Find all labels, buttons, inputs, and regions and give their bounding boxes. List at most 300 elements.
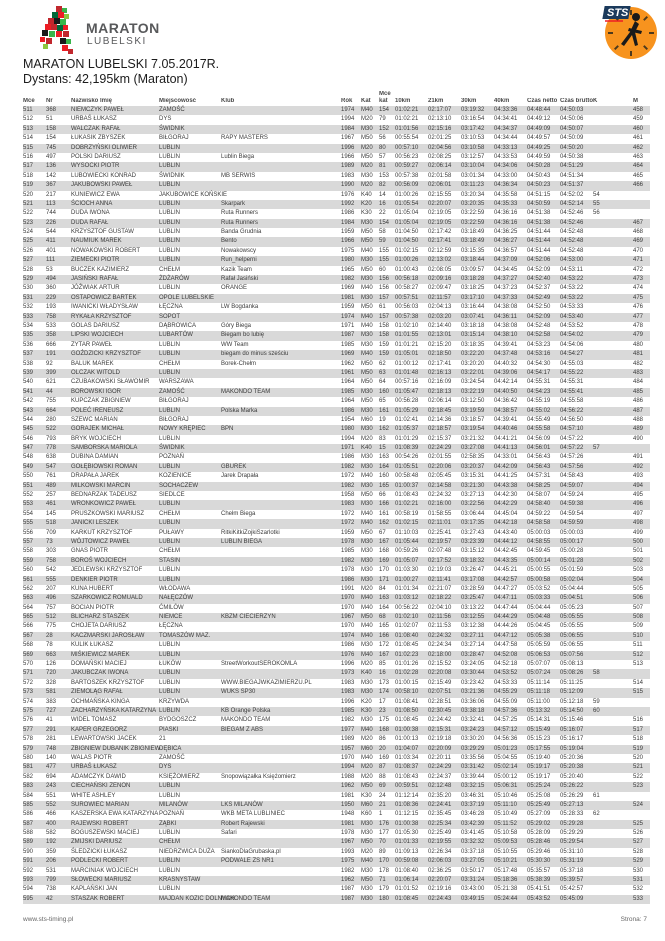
cell-czas-brutto: 04:57:10 [560, 426, 584, 433]
cell-nr: 154 [46, 135, 57, 142]
cell-city: JAKUBOWICE KOŃSKIE [159, 191, 228, 198]
cell-mce: 582 [23, 773, 34, 780]
cell-kat: M30 [361, 557, 373, 564]
cell-mce-kat: 163 [379, 454, 390, 461]
cell-10km: 00:57:38 [395, 172, 419, 179]
cell-30km: 03:06:44 [461, 510, 485, 517]
cell-40km: 04:36:27 [494, 238, 518, 245]
cell-czas-netto: 04:50:23 [527, 182, 551, 189]
cell-name: WALCZAK RAFAŁ [71, 125, 121, 132]
cell-21km: 02:12:48 [428, 783, 452, 790]
cell-30km: 03:12:38 [461, 623, 485, 630]
cell-city: BIŁGORAJ [159, 416, 189, 423]
cell-nr: 761 [46, 473, 57, 480]
cell-mce: 591 [23, 858, 34, 865]
cell-10km: 01:02:21 [395, 116, 419, 123]
cell-mce-kat: 155 [379, 257, 390, 264]
cell-mce-kat: 70 [379, 839, 386, 846]
cell-40km: 04:55:29 [494, 689, 518, 696]
cell-name: GNAS PIOTR [71, 548, 109, 555]
cell-nr: 477 [46, 764, 57, 771]
column-header-10km: 10km [395, 97, 411, 104]
cell-40km: 04:41:25 [494, 473, 518, 480]
cell-nr: 73 [46, 538, 53, 545]
table-row [23, 191, 650, 200]
cell-m: 517 [633, 726, 644, 733]
cell-club: Lublin Biega [221, 153, 255, 160]
cell-nr: 544 [46, 229, 57, 236]
cell-kat: M30 [361, 125, 373, 132]
cell-10km: 01:08:40 [395, 632, 419, 639]
cell-city: LUBLIN [159, 351, 181, 358]
cell-10km: 01:08:50 [395, 708, 419, 714]
cell-mce-kat: 80 [379, 144, 386, 151]
cell-rok: 1985 [341, 341, 355, 348]
cell-mce-kat: 165 [379, 623, 390, 630]
cell-kat: M30 [361, 886, 373, 893]
cell-club: Biegam bo lubię [221, 332, 265, 339]
cell-30km: 03:27:43 [461, 529, 485, 536]
cell-name: OLCZAK WITOLD [71, 369, 120, 376]
cell-m: 506 [633, 595, 644, 602]
cell-czas-netto: 05:00:58 [527, 576, 551, 583]
cell-mce: 517 [23, 163, 34, 170]
cell-city: CHEŁM [159, 510, 181, 517]
cell-nr: 44 [46, 388, 53, 395]
cell-21km: 02:24:32 [428, 632, 452, 639]
cell-czas-netto: 04:52:49 [527, 294, 551, 301]
cell-21km: 02:15:37 [428, 435, 452, 442]
cell-kat: M60 [361, 416, 373, 423]
cell-m: 511 [633, 642, 643, 649]
cell-czas-brutto: 05:15:46 [560, 717, 584, 724]
cell-30km: 03:18:35 [461, 341, 485, 348]
cell-kat: M50 [361, 839, 373, 846]
cell-30km: 03:22:56 [461, 501, 485, 508]
cell-name: DENKIER PIOTR [71, 576, 118, 583]
cell-czas-netto: 05:15:49 [527, 726, 551, 733]
cell-czas-netto: 05:04:48 [527, 614, 551, 621]
cell-10km: 00:57:16 [395, 379, 419, 386]
cell-m: 495 [633, 492, 644, 499]
cell-czas-brutto: 05:19:04 [560, 745, 584, 752]
table-row [23, 313, 650, 322]
cell-10km: 00:58:19 [395, 510, 419, 517]
cell-30km: 03:12:57 [461, 153, 485, 160]
cell-czas-netto: 05:27:09 [527, 811, 551, 818]
cell-21km: 02:15:16 [428, 125, 452, 132]
cell-czas-brutto: 05:37:18 [560, 867, 584, 874]
table-row [23, 256, 650, 265]
cell-10km: 01:02:23 [395, 651, 419, 658]
cell-city: KOZIENICE [159, 473, 192, 480]
cell-rok: 1982 [341, 717, 355, 724]
cell-rok: 1985 [341, 388, 355, 395]
cell-czas-netto: 05:00:03 [527, 529, 551, 536]
table-row [23, 594, 650, 603]
cell-name: NIEMCZYK PAWEŁ [71, 107, 125, 113]
cell-rok: 1964 [341, 398, 355, 405]
cell-21km: 02:11:41 [428, 576, 451, 583]
cell-czas-netto: 05:41:51 [527, 886, 551, 893]
table-row [23, 773, 650, 782]
cell-city: ĆMILÓW [159, 604, 184, 611]
cell-nr: 303 [46, 548, 57, 555]
cell-czas-brutto: 05:29:28 [560, 820, 584, 827]
cell-21km: 02:11:56 [428, 614, 451, 621]
cell-30km: 03:20:20 [461, 360, 485, 367]
cell-czas-brutto: 04:55:03 [560, 360, 584, 367]
cell-city: DYS [159, 764, 172, 771]
cell-name: KULIK ŁUKASZ [71, 642, 114, 649]
cell-rok: 1948 [341, 811, 355, 818]
cell-city: ZAMOŚĆ [159, 107, 185, 113]
cell-city: LUBLIN [159, 783, 181, 790]
cell-mce: 553 [23, 501, 34, 508]
cell-nr: 518 [46, 520, 57, 527]
cell-czas-netto: 04:57:31 [527, 473, 551, 480]
cell-30km: 03:12:50 [461, 398, 485, 405]
cell-10km: 01:00:38 [395, 820, 419, 827]
cell-nr: 738 [46, 886, 57, 893]
cell-kat: M30 [361, 717, 373, 724]
cell-40km: 04:33:00 [494, 172, 518, 179]
cell-21km: 02:17:42 [428, 229, 452, 236]
cell-czas-netto: 04:53:16 [527, 351, 551, 358]
cell-mce: 539 [23, 369, 34, 376]
cell-name: BARTOSZEK KRZYSZTOF [71, 679, 145, 686]
cell-name: BEDNARZAK TADEUSZ [71, 492, 137, 499]
cell-czas-brutto: 04:57:22 [560, 445, 584, 452]
cell-name: KAPER GRZEGORZ [71, 726, 128, 733]
cell-czas-brutto: 05:00:03 [560, 529, 584, 536]
cell-21km: 02:20:09 [428, 745, 452, 752]
cell-21km: 02:07:51 [428, 689, 452, 696]
cell-czas-brutto: 04:53:22 [560, 276, 584, 283]
cell-czas-netto: 05:14:31 [527, 717, 551, 724]
cell-kat: M30 [361, 407, 373, 414]
table-row [23, 266, 650, 275]
cell-czas-brutto: 05:31:19 [560, 858, 584, 865]
cell-10km: 01:00:12 [395, 360, 419, 367]
cell-nr: 217 [46, 191, 57, 198]
cell-nr: 581 [46, 689, 57, 696]
cell-m: 469 [633, 238, 644, 245]
cell-mce: 516 [23, 153, 34, 160]
cell-kat: M50 [361, 266, 373, 273]
cell-30km: 02:58:35 [461, 454, 485, 461]
cell-10km: 01:04:50 [395, 238, 419, 245]
cell-m: 466 [633, 182, 644, 189]
cell-nr: 192 [46, 839, 57, 846]
cell-40km: 04:47:12 [494, 632, 518, 639]
cell-city: CHEŁM [159, 266, 181, 273]
page-subtitle-distance: Dystans: 42,195km (Maraton) [23, 72, 188, 86]
cell-rok: 1967 [341, 614, 355, 621]
cell-city: LUBLIN [159, 435, 181, 442]
cell-city: LUBLIN [159, 463, 181, 470]
table-row [23, 651, 650, 660]
cell-m: 487 [633, 407, 644, 414]
table-row [23, 303, 650, 312]
cell-czas-netto: 04:58:55 [527, 538, 551, 545]
cell-40km: 04:56:36 [494, 736, 518, 743]
cell-rok: 1984 [341, 125, 355, 132]
cell-city: LUBLIN [159, 679, 181, 686]
cell-czas-brutto: 05:02:04 [560, 576, 584, 583]
cell-city: ŚWIDNIK [159, 445, 185, 452]
cell-m: 463 [633, 153, 644, 160]
cell-name: KARKUT KRZYSZTOF [71, 529, 133, 536]
cell-30km: 03:16:54 [461, 116, 485, 123]
cell-10km: 01:05:01 [395, 351, 419, 358]
column-header-k: K [593, 97, 598, 104]
cell-city: BIŁGORAJ [159, 398, 189, 405]
cell-kat: K30 [361, 210, 372, 217]
cell-name: URBAŚ ŁUKASZ [71, 116, 117, 123]
cell-nr: 494 [46, 276, 57, 283]
cell-nr: 522 [46, 426, 57, 433]
table-row [23, 115, 650, 124]
cell-10km: 01:00:26 [395, 191, 419, 198]
cell-40km: 04:35:33 [494, 200, 518, 207]
cell-m: 488 [633, 416, 644, 423]
cell-name: BOCIAN PIOTR [71, 604, 115, 611]
cell-mce-kat: 64 [379, 379, 386, 386]
cell-21km: 02:08:05 [428, 266, 452, 273]
cell-name: MARCINIAK WOJCIECH [71, 867, 139, 874]
cell-m: 496 [633, 501, 644, 508]
table-row [23, 876, 650, 885]
cell-kat: M20 [361, 585, 373, 592]
cell-21km: 02:30:45 [428, 708, 452, 714]
cell-30km: 03:30:20 [461, 736, 485, 743]
cell-kat: M50 [361, 153, 373, 160]
cell-nr: 207 [46, 585, 57, 592]
column-header-21km: 21km [428, 97, 444, 104]
cell-rok: 1996 [341, 661, 355, 668]
cell-rok: 1982 [341, 557, 355, 564]
cell-club: Nowakowscy [221, 247, 257, 254]
cell-city: ŁĘCZNA [159, 304, 183, 311]
cell-mce: 545 [23, 426, 34, 433]
cell-nr: 28 [46, 632, 53, 639]
cell-rok: 1994 [341, 435, 355, 442]
cell-kat: M20 [361, 435, 373, 442]
cell-club: Ruta Runners [221, 219, 259, 226]
cell-czas-netto: 04:51:44 [527, 247, 551, 254]
cell-40km: 04:43:38 [494, 482, 518, 489]
cell-czas-netto: 04:52:40 [527, 276, 551, 283]
cell-kat: K30 [361, 708, 372, 714]
cell-40km: 04:43:35 [494, 557, 518, 564]
cell-21km: 02:12:59 [428, 247, 452, 254]
cell-40km: 04:47:11 [494, 595, 517, 602]
cell-21km: 02:06:03 [428, 858, 452, 865]
cell-czas-netto: 05:19:40 [527, 754, 551, 761]
table-row [23, 482, 650, 491]
cell-nr: 758 [46, 313, 57, 320]
race-logo-pixel-runner-icon [38, 6, 82, 56]
cell-czas-netto: 05:30:30 [527, 858, 551, 865]
cell-rok: 1965 [341, 266, 355, 273]
column-header-rok: Rok [341, 97, 353, 104]
cell-club: PODWALE ZS NR1 [221, 858, 274, 865]
cell-mce: 576 [23, 717, 34, 724]
cell-rok: 1966 [341, 238, 355, 245]
cell-40km: 05:10:21 [494, 858, 518, 865]
cell-club: BIEGAM Z ABS [221, 726, 264, 733]
cell-mce-kat: 83 [379, 435, 386, 442]
cell-40km: 04:44:29 [494, 614, 518, 621]
cell-40km: 05:04:55 [494, 754, 518, 761]
cell-czas-netto: 05:05:38 [527, 632, 551, 639]
cell-m: 472 [633, 266, 644, 273]
table-row [23, 820, 650, 829]
cell-club: Skarpark [221, 200, 246, 207]
cell-21km: 02:17:41 [428, 360, 452, 367]
cell-mce: 525 [23, 238, 34, 245]
cell-kat: M30 [361, 538, 373, 545]
table-row [23, 435, 650, 444]
cell-czas-brutto: 04:55:41 [560, 388, 584, 395]
table-row [23, 500, 650, 509]
cell-30km: 03:22:19 [461, 388, 485, 395]
cell-nr: 531 [46, 867, 57, 874]
cell-10km: 01:02:15 [395, 520, 419, 527]
table-row [23, 350, 650, 359]
cell-name: CZUBAKOWSKI SŁAWOMIR [71, 379, 150, 386]
table-row [23, 895, 650, 904]
table-row [23, 745, 650, 754]
cell-rok: 1987 [341, 332, 355, 339]
cell-mce-kat: 66 [379, 492, 386, 499]
cell-21km: 02:04:56 [428, 144, 452, 151]
cell-m: 468 [633, 229, 644, 236]
cell-mce: 570 [23, 661, 34, 668]
cell-nr: 758 [46, 557, 57, 564]
cell-rok: 1976 [341, 191, 355, 198]
cell-10km: 01:01:21 [395, 341, 419, 348]
cell-mce: 592 [23, 867, 34, 874]
cell-czas-netto: 04:50:43 [527, 172, 551, 179]
cell-czas-brutto: 05:00:17 [560, 538, 584, 545]
cell-czas-brutto: 05:08:26 [560, 670, 584, 677]
cell-city: BYDGOSZCZ [159, 717, 197, 724]
cell-mce-kat: 156 [379, 285, 390, 292]
cell-30km: 03:01:34 [461, 172, 485, 179]
cell-mce: 550 [23, 473, 34, 480]
cell-21km: 02:19:18 [428, 736, 452, 743]
cell-30km: 03:32:15 [461, 783, 485, 790]
cell-21km: 02:05:45 [428, 473, 452, 480]
cell-czas-brutto: 04:56:22 [560, 407, 584, 414]
cell-nr: 638 [46, 454, 57, 461]
table-row [23, 801, 650, 810]
cell-30km: 03:37:18 [461, 848, 485, 855]
cell-rok: 1972 [341, 473, 355, 480]
cell-name: JANICKI LESZEK [71, 520, 119, 527]
cell-mce-kat: 171 [379, 576, 390, 583]
cell-mce: 575 [23, 708, 34, 714]
cell-kat: M30 [361, 576, 373, 583]
cell-club: WUKS SP30 [221, 689, 256, 696]
cell-club: Jarek Drapała [221, 473, 259, 480]
cell-21km: 02:17:41 [428, 238, 452, 245]
cell-name: KUNA HUBERT [71, 585, 114, 592]
footer-website-link[interactable]: www.sts-timing.pl [23, 916, 74, 923]
cell-city: LUBLIN [159, 229, 181, 236]
cell-40km: 04:37:09 [494, 257, 518, 264]
cell-city: LUBLIN [159, 792, 181, 799]
cell-mce: 528 [23, 266, 34, 273]
cell-21km: 02:09:16 [428, 276, 452, 283]
cell-mce: 511 [23, 107, 33, 113]
cell-czas-netto: 05:11:14 [527, 679, 550, 686]
cell-m: 520 [633, 754, 644, 761]
table-row [23, 106, 650, 115]
cell-mce: 530 [23, 285, 34, 292]
cell-30km: 03:22:59 [461, 219, 485, 226]
cell-mce: 581 [23, 764, 34, 771]
cell-21km: 02:19:05 [428, 210, 452, 217]
cell-czas-brutto: 04:53:52 [560, 322, 584, 329]
cell-m: 473 [633, 276, 644, 283]
cell-mce-kat: 161 [379, 510, 390, 517]
cell-mce-kat: 62 [379, 360, 386, 367]
cell-nr: 512 [46, 614, 57, 621]
cell-city: ŚWIDNIK [159, 125, 185, 132]
cell-rok: 1978 [341, 567, 355, 574]
table-row [23, 378, 650, 387]
cell-21km: 02:15:49 [428, 679, 452, 686]
cell-10km: 01:05:54 [395, 200, 419, 207]
cell-kat: M30 [361, 501, 373, 508]
cell-kat: M30 [361, 642, 373, 649]
cell-czas-netto: 04:52:09 [527, 313, 551, 320]
cell-nr: 51 [46, 116, 53, 123]
cell-40km: 05:02:14 [494, 764, 518, 771]
cell-nr: 744 [46, 210, 57, 217]
column-header-mce: Mce [23, 97, 35, 104]
cell-rok: 1981 [341, 294, 355, 301]
cell-kat: M40 [361, 473, 373, 480]
cell-rok: 1983 [341, 501, 355, 508]
cell-city: SOPOT [159, 313, 181, 320]
cell-10km: 00:59:08 [395, 858, 419, 865]
cell-mce-kat: 79 [379, 116, 386, 123]
cell-10km: 01:02:10 [395, 322, 419, 329]
cell-40km: 04:37:23 [494, 285, 518, 292]
cell-rok: 1950 [341, 801, 355, 808]
cell-40km: 04:33:36 [494, 107, 518, 113]
cell-nr: 399 [46, 369, 57, 376]
cell-kat: M30 [361, 341, 373, 348]
cell-30km: 03:10:04 [461, 163, 485, 170]
cell-mce-kat: 168 [379, 726, 390, 733]
cell-40km: 04:36:11 [494, 313, 517, 320]
cell-czas-netto: 05:06:53 [527, 651, 551, 658]
cell-10km: 01:06:14 [395, 877, 419, 884]
cell-kat: M30 [361, 689, 373, 696]
sts-timing-logo [599, 4, 659, 62]
cell-czas-brutto: 05:04:44 [560, 585, 584, 592]
cell-m: 460 [633, 125, 644, 132]
cell-czas-brutto: 05:05:55 [560, 614, 584, 621]
cell-nr: 42 [46, 895, 53, 902]
cell-czas-brutto: 05:20:38 [560, 764, 584, 771]
cell-40km: 04:41:13 [494, 445, 518, 452]
